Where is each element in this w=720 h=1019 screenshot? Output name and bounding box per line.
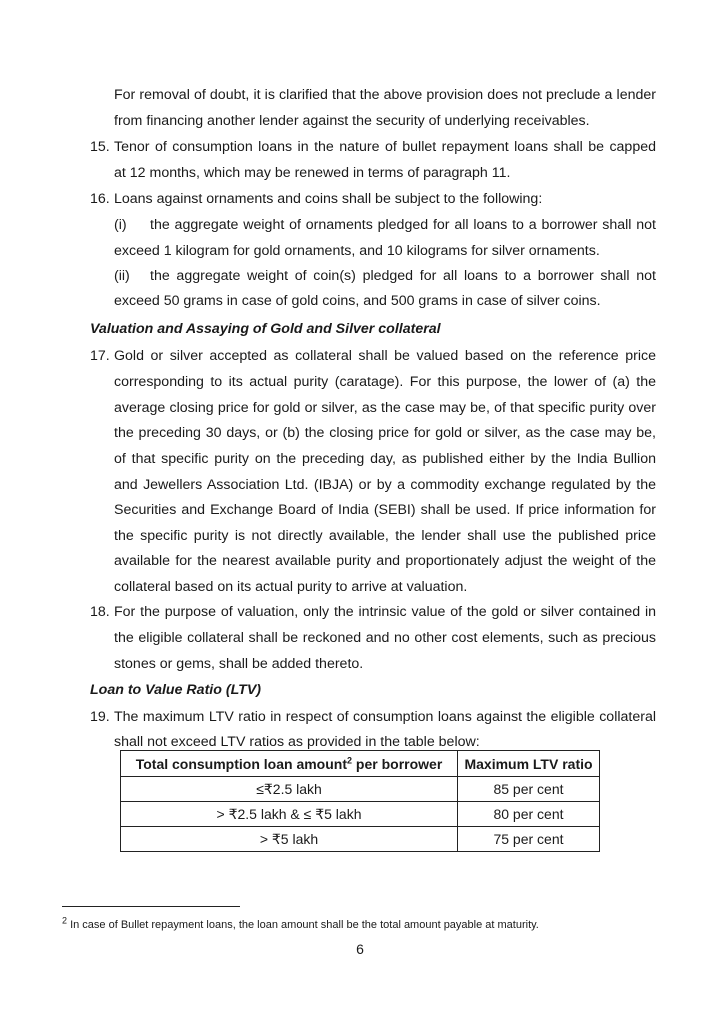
paragraph-line: The maximum LTV ratio in respect of consumption loans against the eligible collateral — [114, 709, 656, 725]
paragraph-line: the eligible collateral shall be reckoned and no other cost elements, such as precious — [114, 630, 656, 646]
paragraph-line: Tenor of consumption loans in the nature of bullet repayment loans shall be capped — [114, 139, 656, 155]
paragraph-number: 18. — [90, 604, 110, 620]
paragraph-number: 17. — [90, 348, 110, 364]
column-header-max-ltv: Maximum LTV ratio — [458, 751, 600, 777]
section-heading: Valuation and Assaying of Gold and Silver collateral — [90, 321, 441, 337]
ltv-table — [120, 750, 600, 852]
list-item-line: exceed 1 kilogram for gold ornaments, and 10 kilograms for silver ornaments. — [114, 243, 600, 259]
paragraph-line: of that specific purity on the preceding day, as published either by the India Bullion — [114, 451, 656, 467]
paragraph-number: 16. — [90, 191, 110, 207]
paragraph-line: at 12 months, which may be renewed in terms of paragraph 11. — [114, 165, 511, 181]
paragraph-line: the specific purity is not directly available, the lender shall use the published price — [114, 528, 656, 544]
paragraph-line: the preceding 30 days, or (b) the closing price for gold or silver, as the case may be, — [114, 425, 656, 441]
list-item-line: exceed 50 grams in case of gold coins, and 500 grams in case of silver coins. — [114, 293, 601, 309]
page-number: 6 — [356, 941, 364, 957]
footnote-divider — [62, 906, 240, 907]
paragraph-line: shall not exceed LTV ratios as provided in the table below: — [114, 734, 480, 750]
table-header-row — [121, 751, 600, 777]
table-cell-amount: > ₹5 lakh — [121, 827, 458, 852]
table-cell-amount: ≤₹2.5 lakh — [121, 777, 458, 802]
footnote-reference: 2 — [347, 754, 353, 765]
footnote-text: In case of Bullet repayment loans, the loan amount shall be the total amount payable at maturity. — [67, 919, 539, 931]
paragraph-number: 15. — [90, 139, 110, 155]
paragraph-line: corresponding to its actual purity (caratage). For this purpose, the lower of (a) the — [114, 374, 656, 390]
paragraph-line: from financing another lender against the security of underlying receivables. — [114, 113, 590, 129]
paragraph-line: Gold or silver accepted as collateral shall be valued based on the reference price — [114, 348, 656, 364]
paragraph-line: available for the nearest available purity and proportionately adjust the weight of the — [114, 553, 656, 569]
footnote-marker: 2 — [62, 915, 68, 926]
table-cell-ltv: 80 per cent — [458, 802, 600, 827]
table-row — [121, 777, 600, 802]
list-marker: (i) — [114, 217, 127, 233]
paragraph-line: For the purpose of valuation, only the intrinsic value of the gold or silver contained in — [114, 604, 656, 620]
paragraph-line: For removal of doubt, it is clarified that the above provision does not preclude a lender — [114, 87, 656, 103]
section-heading: Loan to Value Ratio (LTV) — [90, 682, 262, 698]
paragraph-line: Loans against ornaments and coins shall be subject to the following: — [114, 191, 543, 207]
list-item-line: the aggregate weight of ornaments pledged for all loans to a borrower shall not — [150, 217, 656, 233]
paragraph-line: and Jewellers Association Ltd. (IBJA) or by a commodity exchange regulated by the — [114, 477, 656, 493]
table-cell-ltv: 75 per cent — [458, 827, 600, 852]
paragraph-line: stones or gems, shall be added thereto. — [114, 656, 364, 672]
table-cell-ltv: 85 per cent — [458, 777, 600, 802]
column-header-loan-amount: Total consumption loan amount$^2$ per borrower — [121, 751, 458, 777]
list-item-line: the aggregate weight of coin(s) pledged for all loans to a borrower shall not — [150, 268, 656, 284]
table-cell-amount: > ₹2.5 lakh & ≤ ₹5 lakh — [121, 802, 458, 827]
paragraph-line: collateral based on its actual purity to arrive at valuation. — [114, 579, 468, 595]
footnote — [62, 917, 539, 933]
paragraph-number: 19. — [90, 709, 110, 725]
table-row — [121, 827, 600, 852]
paragraph-line: Securities and Exchange Board of India (SEBI) shall be used. If price information for — [114, 502, 656, 518]
table-row — [121, 802, 600, 827]
list-marker: (ii) — [114, 268, 130, 284]
paragraph-line: average closing price for gold or silver, as the case may be, of that specific purity over — [114, 400, 656, 416]
